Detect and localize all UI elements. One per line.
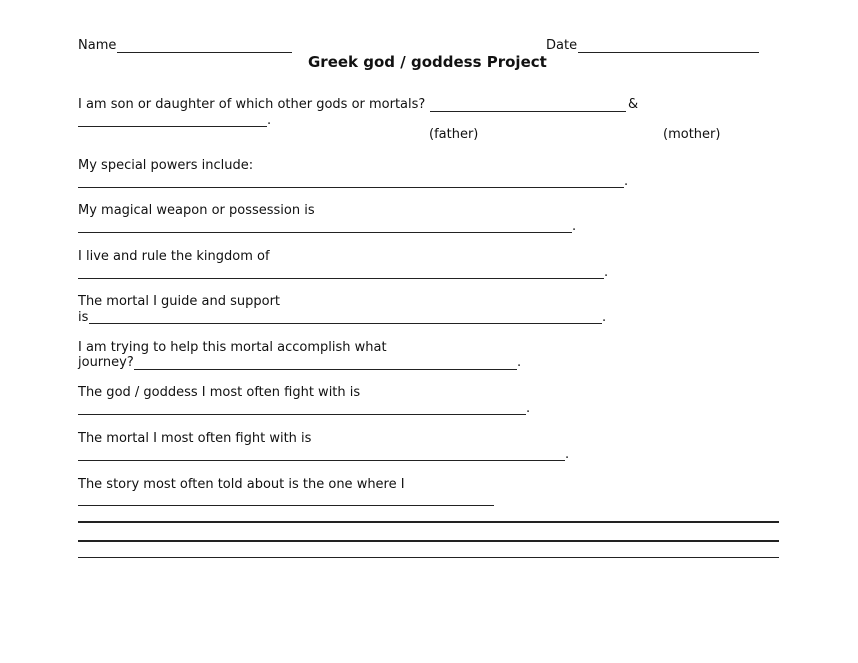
name-label: Name (78, 38, 117, 53)
father-label: (father) (429, 127, 479, 142)
kingdom-answer-line[interactable] (78, 278, 604, 279)
story-answer-line-4[interactable] (78, 557, 779, 558)
mortal-guide-period: . (602, 310, 607, 325)
journey-prompt-cont: journey? (78, 355, 134, 370)
powers-period: . (624, 174, 629, 189)
mortal-fight-period: . (565, 447, 570, 462)
journey-prompt: I am trying to help this mortal accomplish what (78, 340, 387, 355)
mortal-fight-prompt: The mortal I most often fight with is (78, 431, 312, 446)
page-title: Greek god / goddess Project (308, 53, 547, 71)
kingdom-period: . (604, 265, 609, 280)
parents-ampersand: & (628, 97, 639, 112)
father-answer-line[interactable] (430, 111, 626, 112)
journey-period: . (517, 355, 522, 370)
mortal-fight-answer-line[interactable] (78, 460, 565, 461)
name-field-line[interactable] (117, 52, 292, 53)
mortal-guide-prompt-cont: is (78, 310, 89, 325)
mortal-guide-prompt: The mortal I guide and support (78, 294, 281, 309)
god-fight-answer-line[interactable] (78, 414, 526, 415)
mother-label: (mother) (663, 127, 721, 142)
story-answer-line-3[interactable] (78, 540, 779, 542)
weapon-prompt: My magical weapon or possession is (78, 203, 315, 218)
journey-answer-line[interactable] (134, 369, 517, 370)
god-fight-prompt: The god / goddess I most often fight with is (78, 385, 361, 400)
story-answer-line-1[interactable] (78, 505, 494, 506)
kingdom-prompt: I live and rule the kingdom of (78, 249, 270, 264)
story-prompt: The story most often told about is the one where I (78, 477, 405, 492)
parents-period: . (267, 113, 272, 128)
god-fight-period: . (526, 401, 531, 416)
weapon-period: . (572, 219, 577, 234)
parents-prompt: I am son or daughter of which other gods or mortals? (78, 97, 426, 112)
mortal-guide-answer-line[interactable] (89, 323, 602, 324)
weapon-answer-line[interactable] (78, 232, 572, 233)
powers-prompt: My special powers include: (78, 158, 254, 173)
date-label: Date (546, 38, 578, 53)
date-field-line[interactable] (578, 52, 759, 53)
mother-answer-line[interactable] (78, 126, 267, 127)
powers-answer-line[interactable] (78, 187, 624, 188)
story-answer-line-2[interactable] (78, 521, 779, 523)
